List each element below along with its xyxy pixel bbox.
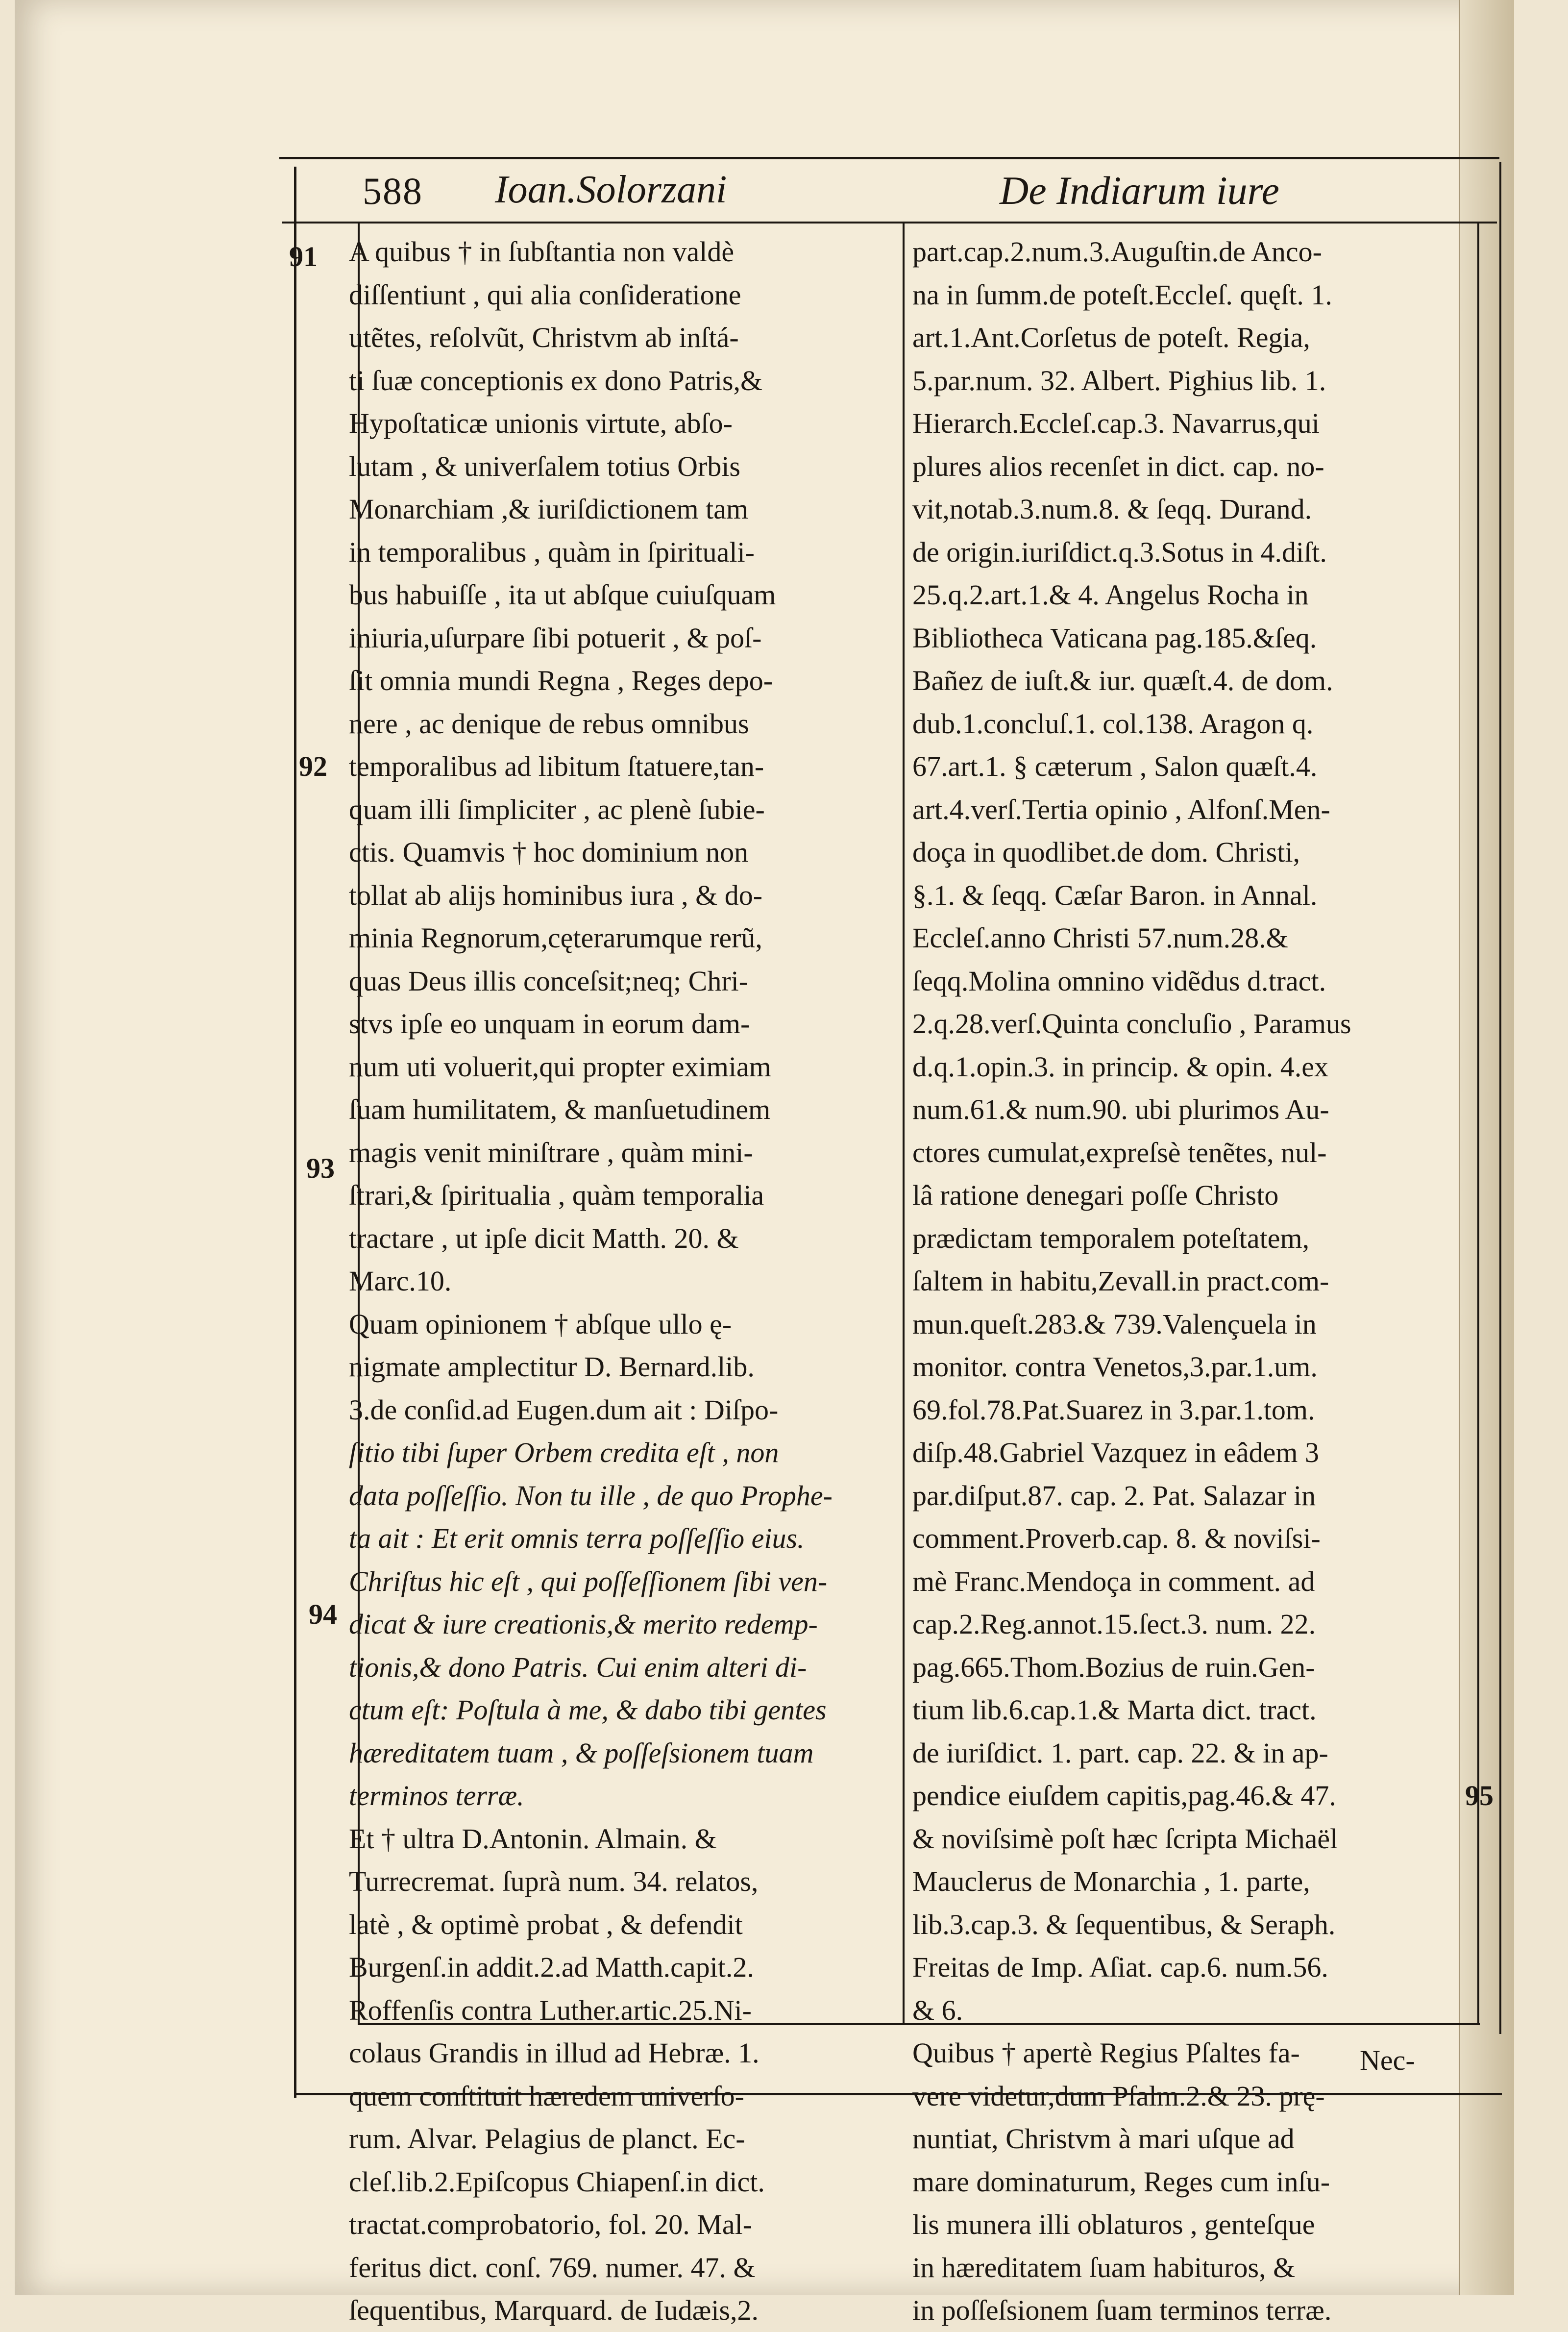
text-line: ſuam humilitatem, & manſuetudinem [349,1093,771,1125]
frame-right-rule [1499,162,1501,2034]
margin-number: 91 [289,241,318,273]
text-line: Mauclerus de Monarchia , 1. parte, [912,1865,1310,1897]
text-line: cap.2.Reg.annot.15.ſect.3. num. 22. [912,1608,1316,1640]
text-line: plures alios recenſet in dict. cap. no- [912,450,1324,482]
text-line: Quam opinionem † abſque ullo ę- [349,1308,732,1340]
text-line: mare dominaturum, Reges cum inſu- [912,2165,1330,2198]
text-line: Quibus † apertè Regius Pſaltes fa- [912,2037,1300,2069]
text-line: tionis,& dono Patris. Cui enim alteri di- [349,1651,807,1683]
text-line: Turrecremat. ſuprà num. 34. relatos, [349,1865,759,1897]
text-line: Eccleſ.anno Christi 57.num.28.& [912,922,1288,954]
text-line: pag.665.Thom.Bozius de ruin.Gen- [912,1651,1315,1683]
text-line: quas Deus illis conceſsit;neq; Chri- [349,965,749,997]
text-line: art.4.verſ.Tertia opinio , Alfonſ.Men- [912,793,1330,825]
text-line: in poſſeſsionem ſuam terminos terræ. [912,2294,1332,2326]
text-line: pendice eiuſdem capitis,pag.46.& 47. [912,1780,1336,1811]
text-line: num uti voluerit,qui propter eximiam [349,1050,771,1083]
text-line: Roffenſis contra Luther.artic.25.Ni- [349,1994,752,2026]
text-line: terminos terræ. [349,1780,524,1811]
text-line: mè Franc.Mendoça in comment. ad [912,1565,1315,1597]
text-line: num.61.& num.90. ubi plurimos Au- [912,1093,1329,1125]
text-line: 67.art.1. § cæterum , Salon quæſt.4. [912,750,1318,782]
text-line: art.1.Ant.Corſetus de poteſt. Regia, [912,322,1310,353]
page-number: 588 [363,170,423,212]
frame-top-rule [279,157,1499,159]
text-line: nuntiat, Christvm à mari uſque ad [912,2123,1295,2155]
text-line: tractat.comprobatorio, fol. 20. Mal- [349,2208,753,2240]
text-line: lis munera illi oblaturos , genteſque [912,2208,1315,2240]
text-line: & noviſsimè poſt hæc ſcripta Michaël [912,1822,1338,1855]
margin-number: 92 [299,750,327,782]
text-line: ti ſuæ conceptionis ex dono Patris,& [349,364,763,397]
text-line: hæreditatem tuam , & poſſeſsionem tuam [349,1737,814,1769]
text-line: diſp.48.Gabriel Vazquez in eâdem 3 [912,1437,1319,1468]
text-line: 5.par.num. 32. Albert. Pighius lib. 1. [912,364,1326,397]
text-line: ctis. Quamvis † hoc dominium non [349,836,749,868]
text-line: & 6. [912,1994,963,2026]
text-line: diſſentiunt , qui alia conſideratione [349,278,741,311]
text-line: doça in quodlibet.de dom. Christi, [912,836,1300,868]
text-line: nere , ac denique de rebus omnibus [349,707,749,740]
text-line: data poſſeſſio. Non tu ille , de quo Prophe- [349,1479,833,1512]
text-line: Chriſtus hic eſt , qui poſſeſſionem ſibi ven- [349,1565,828,1597]
text-line: ctum eſt: Poſtula à me, & dabo tibi gentes [349,1694,827,1726]
text-line: Bibliotheca Vaticana pag.185.&ſeq. [912,621,1317,654]
left-column-text [349,230,868,2332]
text-line: 25.q.2.art.1.& 4. Angelus Rocha in [912,579,1309,611]
text-line: dicat & iure creationis,& merito redemp- [349,1608,818,1640]
text-line: ſaltem in habitu,Zevall.in pract.com- [912,1265,1329,1297]
text-line: ctores cumulat,expreſsè tenẽtes, nul- [912,1136,1327,1168]
text-line: Bañez de iuſt.& iur. quæſt.4. de dom. [912,665,1333,696]
catchword: Nec- [1360,2044,1415,2076]
right-column-text [912,230,1456,2332]
text-line: dub.1.concluſ.1. col.138. Aragon q. [912,707,1314,740]
margin-number: 94 [309,1598,337,1630]
text-line: Hypoſtaticæ unionis virtute, abſo- [349,407,733,439]
text-line: lutam , & univerſalem totius Orbis [349,450,741,482]
text-line: 3.de conſid.ad Eugen.dum ait : Diſpo- [349,1393,779,1426]
text-line: par.diſput.87. cap. 2. Pat. Salazar in [912,1479,1316,1512]
text-line: prædictam temporalem poteſtatem, [912,1222,1310,1254]
text-line: §.1. & ſeqq. Cæſar Baron. in Annal. [912,879,1318,911]
text-line: Marc.10. [349,1265,452,1297]
frame-left-rule [294,167,296,2098]
text-line: in temporalibus , quàm in ſpirituali- [349,536,755,568]
text-line: stvs ipſe eo unquam in eorum dam- [349,1008,750,1040]
text-line: ſit omnia mundi Regna , Reges depo- [349,665,773,696]
text-line: ſitio tibi ſuper Orbem credita eſt , non [349,1437,779,1468]
text-line: vit,notab.3.num.8. & ſeqq. Durand. [912,493,1312,525]
margin-number: 95 [1465,1780,1494,1811]
text-line: Monarchiam ,& iuriſdictionem tam [349,493,749,525]
text-line: latè , & optimè probat , & defendit [349,1908,743,1940]
text-line: iniuria,uſurpare ſibi potuerit , & poſ- [349,621,762,654]
text-line: ſequentibus, Marquard. de Iudæis,2. [349,2294,759,2326]
text-line: 69.fol.78.Pat.Suarez in 3.par.1.tom. [912,1393,1315,1426]
text-line: colaus Grandis in illud ad Hebræ. 1. [349,2037,760,2069]
text-line: temporalibus ad libitum ſtatuere,tan- [349,750,764,782]
text-line: feritus dict. conſ. 769. numer. 47. & [349,2251,756,2283]
text-line: lâ ratione denegari poſſe Christo [912,1179,1279,1211]
text-line: utẽtes, reſolvũt, Christvm ab inſtá- [349,322,739,353]
text-line: d.q.1.opin.3. in princip. & opin. 4.ex [912,1050,1328,1083]
text-line: rum. Alvar. Pelagius de planct. Ec- [349,2123,745,2155]
text-line: Et † ultra D.Antonin. Almain. & [349,1822,717,1855]
text-line: ta ait : Et erit omnis terra poſſeſſio eius. [349,1522,805,1554]
text-line: tium lib.6.cap.1.& Marta dict. tract. [912,1694,1317,1726]
text-line: Hierarch.Eccleſ.cap.3. Navarrus,qui [912,407,1320,439]
text-line: Freitas de Imp. Aſiat. cap.6. num.56. [912,1951,1328,1983]
text-line: quem conſtituit hæredem univerſo- [349,2080,744,2112]
text-line: 2.q.28.verſ.Quinta concluſio , Paramus [912,1008,1351,1040]
text-line: A quibus † in ſubſtantia non valdè [349,236,735,268]
frame-header-rule [282,222,1497,223]
text-line: lib.3.cap.3. & ſequentibus, & Seraph. [912,1908,1336,1940]
text-line: ſeqq.Molina omnino vidẽdus d.tract. [912,965,1326,997]
text-line: comment.Proverb.cap. 8. & noviſsi- [912,1522,1321,1554]
text-line: magis venit miniſtrare , quàm mini- [349,1136,753,1168]
text-line: part.cap.2.num.3.Auguſtin.de Anco- [912,236,1322,268]
text-line: cleſ.lib.2.Epiſcopus Chiapenſ.in dict. [349,2165,765,2198]
text-line: in hæreditatem ſuam habituros, & [912,2251,1296,2283]
text-line: ſtrari,& ſpiritualia , quàm temporalia [349,1179,764,1211]
text-line: tractare , ut ipſe dicit Matth. 20. & [349,1222,739,1254]
running-head-author: Ioan.Solorzani [495,168,727,211]
margin-number: 93 [306,1152,335,1184]
column-divider-rule [903,223,905,2025]
text-line: Burgenſ.in addit.2.ad Matth.capit.2. [349,1951,754,1983]
page-edge [1459,0,1514,2295]
text-line: mun.queſt.283.& 739.Valençuela in [912,1308,1317,1340]
text-line: vere videtur,dum Pſalm.2.& 23. prę- [912,2080,1325,2112]
text-line: nigmate amplectitur D. Bernard.lib. [349,1351,755,1383]
text-line: de origin.iuriſdict.q.3.Sotus in 4.diſt. [912,536,1327,568]
text-line: bus habuiſſe , ita ut abſque cuiuſquam [349,579,776,611]
text-line: monitor. contra Venetos,3.par.1.um. [912,1351,1318,1383]
running-head-title: De Indiarum iure [1000,168,1279,213]
text-line: quam illi ſimpliciter , ac plenè ſubie- [349,793,765,825]
text-line: de iuriſdict. 1. part. cap. 22. & in ap- [912,1737,1328,1769]
margin-right-rule [1477,223,1479,2025]
text-line: tollat ab alijs hominibus iura , & do- [349,879,763,911]
text-line: minia Regnorum,cęterarumque rerũ, [349,922,762,954]
text-line: na in ſumm.de poteſt.Eccleſ. quęſt. 1. [912,278,1332,311]
